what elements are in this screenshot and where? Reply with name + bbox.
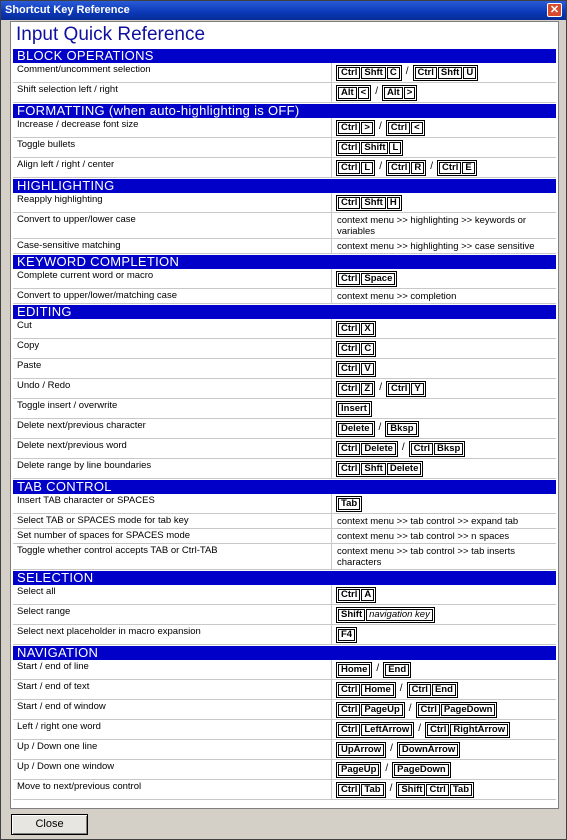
shortcut-row: [13, 83, 556, 103]
section-header: BLOCK OPERATIONS: [13, 49, 556, 63]
shortcut-row: [13, 269, 556, 289]
context-menu-path: context menu >> highlighting >> keywords or variables: [337, 215, 527, 237]
key-combination: [332, 158, 556, 177]
key-combination: [332, 585, 556, 604]
shortcut-row: [13, 780, 556, 800]
shortcut-row: [13, 339, 556, 359]
combo-separator: /: [375, 86, 379, 97]
key-combination: [332, 760, 556, 779]
key-cap: Insert: [338, 403, 370, 415]
key-cap: Ctrl: [338, 684, 360, 696]
key-cap: Ctrl: [338, 784, 360, 796]
context-menu-path: context menu >> tab control >> tab inserts characters: [337, 546, 515, 568]
combo-separator: /: [390, 743, 393, 754]
key-cap: Delete: [387, 463, 422, 475]
document-title: Input Quick Reference: [16, 24, 206, 45]
shortcut-row: [13, 459, 556, 479]
key-cap: Ctrl: [338, 323, 360, 335]
shortcut-description: Toggle bullets: [13, 138, 332, 157]
key-group: [336, 722, 414, 738]
key-group: [336, 195, 402, 211]
shortcut-row: [13, 585, 556, 605]
shortcut-description: Convert to upper/lower case: [13, 213, 332, 238]
shortcut-description: Case-sensitive matching: [13, 239, 332, 253]
key-combination: [332, 63, 556, 82]
key-cap: Alt: [384, 87, 403, 99]
key-group: [336, 381, 375, 397]
key-cap: Ctrl: [409, 684, 431, 696]
shortcut-row: [13, 359, 556, 379]
key-cap: Ctrl: [426, 784, 448, 796]
key-group: [336, 140, 403, 156]
key-cap: Delete: [338, 423, 373, 435]
combo-separator: /: [430, 161, 433, 172]
title-bar[interactable]: [1, 1, 566, 20]
key-cap: <: [411, 122, 423, 134]
key-cap: Ctrl: [338, 724, 360, 736]
key-cap: Shift: [338, 609, 365, 621]
key-cap: Shft: [361, 197, 385, 209]
key-cap: <: [358, 87, 370, 99]
key-combination: [332, 780, 556, 799]
combo-separator: /: [401, 442, 405, 453]
key-group: [397, 742, 460, 758]
key-combination: [332, 740, 556, 759]
key-cap: PageUp: [361, 704, 402, 716]
shortcut-description: Start / end of line: [13, 660, 332, 679]
key-group: [336, 762, 381, 778]
key-cap: Home: [338, 664, 370, 676]
key-cap: Bksp: [434, 443, 463, 455]
key-group: [392, 762, 451, 778]
shortcut-description: Convert to upper/lower/matching case: [13, 289, 332, 303]
shortcut-description: Delete range by line boundaries: [13, 459, 332, 478]
key-combination: [332, 379, 556, 398]
key-combination: [332, 680, 556, 699]
key-cap: L: [361, 162, 373, 174]
key-cap: Shift: [361, 142, 388, 154]
key-cap: DownArrow: [399, 744, 458, 756]
key-cap: F4: [338, 629, 355, 641]
shortcut-description: Delete next/previous character: [13, 419, 332, 438]
key-cap: E: [462, 162, 474, 174]
combo-separator: /: [389, 783, 393, 794]
window-title: Shortcut Key Reference: [5, 4, 130, 16]
shortcut-row: [13, 289, 556, 304]
shortcut-description: Move to next/previous control: [13, 780, 332, 799]
key-group: [336, 742, 386, 758]
key-cap: Ctrl: [388, 122, 410, 134]
key-cap: Delete: [361, 443, 396, 455]
key-group: [336, 496, 362, 512]
shortcut-row: [13, 419, 556, 439]
key-cap: UpArrow: [338, 744, 384, 756]
shortcut-row: [13, 158, 556, 178]
shortcut-description: Increase / decrease font size: [13, 118, 332, 137]
key-cap: Tab: [450, 784, 472, 796]
key-cap: Ctrl: [338, 67, 360, 79]
key-cap: LeftArrow: [361, 724, 412, 736]
key-cap: Ctrl: [338, 463, 360, 475]
shortcut-description: Set number of spaces for SPACES mode: [13, 529, 332, 543]
shortcut-row: [13, 605, 556, 625]
shortcut-description: Select range: [13, 605, 332, 624]
key-group: [413, 65, 479, 81]
context-menu-path: context menu >> tab control >> n spaces: [337, 531, 510, 542]
shortcut-row: [13, 379, 556, 399]
key-group: [385, 421, 418, 437]
key-cap: H: [387, 197, 400, 209]
section-header: KEYWORD COMPLETION: [13, 255, 556, 269]
key-combination: [332, 118, 556, 137]
key-group: [386, 120, 425, 136]
key-group: [336, 682, 396, 698]
key-cap: Tab: [338, 498, 360, 510]
key-combination: [332, 700, 556, 719]
key-cap: C: [361, 343, 374, 355]
key-cap: PageDown: [441, 704, 496, 716]
key-cap: PageDown: [394, 764, 449, 776]
shortcut-row: [13, 760, 556, 780]
key-cap: End: [385, 664, 409, 676]
combo-separator: /: [408, 703, 412, 714]
key-combination: [332, 419, 556, 438]
key-group: [386, 381, 426, 397]
key-cap: Ctrl: [415, 67, 437, 79]
key-combination: [332, 138, 556, 157]
shortcut-description: Paste: [13, 359, 332, 378]
section-header: FORMATTING (when auto-highlighting is OFF): [13, 104, 556, 118]
key-group: [396, 782, 474, 798]
key-cap: Shft: [361, 463, 385, 475]
key-cap: X: [361, 323, 373, 335]
key-cap: Ctrl: [338, 162, 360, 174]
shortcut-row: [13, 118, 556, 138]
shortcut-description: Left / right one word: [13, 720, 332, 739]
key-cap: Ctrl: [388, 162, 410, 174]
key-group: [336, 421, 375, 437]
shortcut-row: [13, 213, 556, 239]
shortcut-description: Up / Down one line: [13, 740, 332, 759]
shortcut-description: Select next placeholder in macro expansion: [13, 625, 332, 644]
key-cap: Ctrl: [338, 122, 360, 134]
key-cap: Ctrl: [411, 443, 433, 455]
key-combination: [332, 605, 556, 624]
key-group: [336, 65, 402, 81]
key-combination: [332, 193, 556, 212]
key-combination: [332, 269, 556, 288]
key-cap: Ctrl: [338, 363, 360, 375]
shortcut-row: [13, 399, 556, 419]
combo-separator: /: [379, 161, 382, 172]
key-cap: Ctrl: [338, 443, 360, 455]
combo-separator: /: [379, 382, 382, 393]
context-menu-path: context menu >> completion: [337, 291, 457, 302]
shortcut-description: Start / end of text: [13, 680, 332, 699]
key-group: [336, 662, 372, 678]
reference-content[interactable]: [10, 21, 559, 809]
key-cap: PageUp: [338, 764, 379, 776]
key-combination: [332, 83, 556, 102]
shortcut-row: [13, 439, 556, 459]
shortcut-description: Up / Down one window: [13, 760, 332, 779]
key-combination: [332, 399, 556, 418]
shortcut-row: [13, 138, 556, 158]
shortcut-row: [13, 63, 556, 83]
section-header: TAB CONTROL: [13, 480, 556, 494]
key-cap: >: [361, 122, 373, 134]
key-group: [336, 401, 372, 417]
key-cap: V: [361, 363, 373, 375]
key-cap: End: [432, 684, 456, 696]
combo-separator: /: [405, 66, 409, 77]
key-cap: Ctrl: [338, 343, 360, 355]
key-cap: Ctrl: [427, 724, 449, 736]
key-combination: [332, 459, 556, 478]
context-menu-path: context menu >> highlighting >> case sensitive: [337, 241, 535, 252]
key-combination: [332, 439, 556, 458]
key-cap: L: [389, 142, 401, 154]
shortcut-row: [13, 514, 556, 529]
key-cap: Ctrl: [338, 383, 360, 395]
shortcut-description: Complete current word or macro: [13, 269, 332, 288]
key-group: [336, 587, 376, 603]
shortcut-description: Toggle insert / overwrite: [13, 399, 332, 418]
key-cap: Shift: [398, 784, 425, 796]
section-header: SELECTION: [13, 571, 556, 585]
key-group: [336, 85, 371, 101]
section-header: EDITING: [13, 305, 556, 319]
key-group: [336, 271, 397, 287]
shortcut-row: [13, 193, 556, 213]
combo-separator: /: [376, 663, 380, 674]
key-cap: Alt: [338, 87, 357, 99]
shortcut-row: [13, 720, 556, 740]
combo-separator: /: [378, 422, 382, 433]
shortcut-description: Cut: [13, 319, 332, 338]
shortcut-row: [13, 680, 556, 700]
key-cap: Ctrl: [338, 273, 360, 285]
key-cap: Ctrl: [338, 589, 360, 601]
shortcut-row: [13, 239, 556, 254]
key-cap: Ctrl: [439, 162, 461, 174]
shortcut-row: [13, 544, 556, 570]
key-cap: A: [361, 589, 374, 601]
context-menu-path: context menu >> tab control >> expand tab: [337, 516, 519, 527]
key-combination: [332, 359, 556, 378]
key-cap: Y: [411, 383, 423, 395]
combo-separator: /: [378, 121, 382, 132]
key-group: [407, 682, 458, 698]
key-cap: RightArrow: [450, 724, 508, 736]
key-combination: [332, 720, 556, 739]
key-cap: Home: [361, 684, 393, 696]
key-combination: [332, 339, 556, 358]
shortcut-description: Undo / Redo: [13, 379, 332, 398]
key-cap: Ctrl: [338, 197, 360, 209]
key-cap: Shft: [438, 67, 462, 79]
shortcut-row: [13, 494, 556, 514]
key-group: [336, 461, 423, 477]
key-group: [336, 321, 376, 337]
shortcut-row: [13, 625, 556, 645]
key-combination: [332, 660, 556, 679]
shortcut-description: Delete next/previous word: [13, 439, 332, 458]
shortcut-description: Start / end of window: [13, 700, 332, 719]
close-button[interactable]: Close: [11, 814, 88, 835]
key-cap: Tab: [361, 784, 383, 796]
key-group: [336, 627, 357, 643]
key-group: [336, 441, 398, 457]
key-cap: Bksp: [387, 423, 416, 435]
shortcut-description: Reapply highlighting: [13, 193, 332, 212]
key-cap: Space: [361, 273, 395, 285]
key-group: [336, 702, 405, 718]
shortcut-row: [13, 529, 556, 544]
key-group: [336, 607, 435, 623]
key-cap: >: [404, 87, 416, 99]
shortcut-row: [13, 740, 556, 760]
key-combination: [332, 494, 556, 513]
key-group: [386, 160, 426, 176]
key-cap: Ctrl: [338, 704, 360, 716]
key-group: [336, 341, 376, 357]
sections-container: [11, 49, 558, 800]
key-group: [383, 662, 411, 678]
key-combination: [332, 319, 556, 338]
key-group: [336, 160, 375, 176]
shortcut-description: Select TAB or SPACES mode for tab key: [13, 514, 332, 528]
combo-separator: /: [418, 723, 422, 734]
shortcut-description: Insert TAB character or SPACES: [13, 494, 332, 513]
key-group: [425, 722, 510, 738]
shortcut-description: Comment/uncomment selection: [13, 63, 332, 82]
section-header: NAVIGATION: [13, 646, 556, 660]
key-cap: Ctrl: [338, 142, 360, 154]
key-group: [336, 782, 386, 798]
combo-separator: /: [399, 683, 403, 694]
shortcut-row: [13, 700, 556, 720]
shortcut-row: [13, 319, 556, 339]
shortcut-description: Select all: [13, 585, 332, 604]
key-group: [437, 160, 477, 176]
shortcut-description: Shift selection left / right: [13, 83, 332, 102]
key-group: [416, 702, 498, 718]
key-cap: U: [463, 67, 476, 79]
shortcut-description: Copy: [13, 339, 332, 358]
key-group: [409, 441, 466, 457]
key-cap: R: [411, 162, 424, 174]
key-cap: Ctrl: [418, 704, 440, 716]
shortcut-description: Toggle whether control accepts TAB or Ctrl-TAB: [13, 544, 332, 569]
key-cap: Ctrl: [388, 383, 410, 395]
key-cap: C: [387, 67, 400, 79]
section-header: HIGHLIGHTING: [13, 179, 556, 193]
key-combination: [332, 625, 556, 644]
key-group: [382, 85, 417, 101]
shortcut-row: [13, 660, 556, 680]
key-group: [336, 120, 375, 136]
shortcut-description: Align left / right / center: [13, 158, 332, 177]
combo-separator: /: [385, 763, 389, 774]
key-cap: navigation key: [366, 609, 433, 621]
window-close-icon[interactable]: ✕: [547, 3, 562, 17]
key-group: [336, 361, 376, 377]
key-cap: Z: [361, 383, 373, 395]
key-cap: Shft: [361, 67, 385, 79]
